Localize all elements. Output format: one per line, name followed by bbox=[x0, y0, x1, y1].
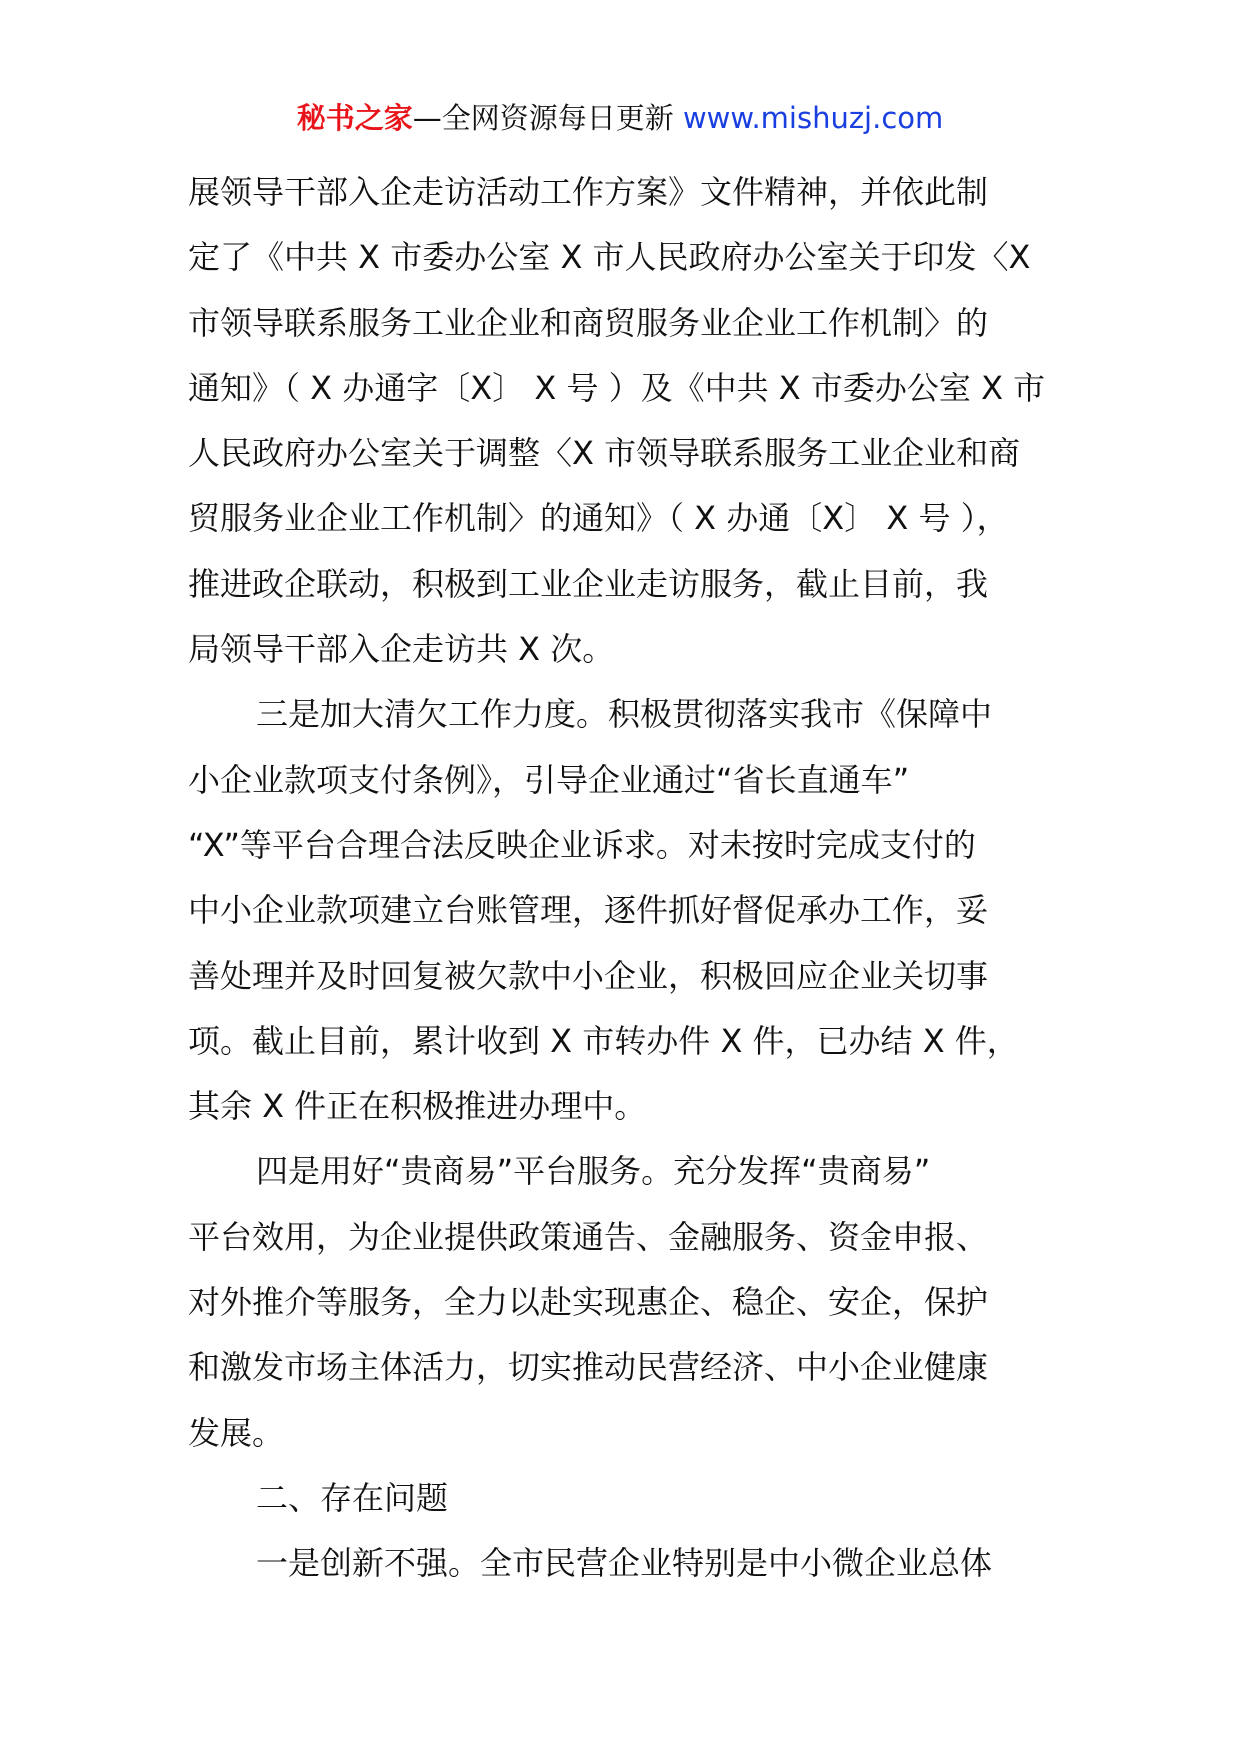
section-heading: 二、存在问题 bbox=[256, 1478, 449, 1517]
text-line: 和激发市场主体活力，切实推动民营经济、中小企业健康 bbox=[188, 1348, 989, 1387]
text-line: 推进政企联动，积极到工业企业走访服务，截止目前，我 bbox=[188, 564, 989, 603]
text-line: 市领导联系服务工业企业和商贸服务业企业工作机制〉的 bbox=[188, 303, 989, 342]
site-tagline: —全网资源每日更新 bbox=[412, 101, 674, 135]
paragraph-start-line: 三是加大清欠工作力度。积极贯彻落实我市《保障中 bbox=[256, 695, 993, 734]
site-url[interactable]: www.mishuzj.com bbox=[682, 101, 944, 135]
paragraph-start-line: 四是用好“贵商易”平台服务。充分发挥“贵商易” bbox=[256, 1152, 931, 1191]
text-line: 发展。 bbox=[188, 1413, 285, 1452]
text-line: 贸服务业企业工作机制〉的通知》（ X 办通〔X〕 X 号 ）， bbox=[188, 499, 1009, 538]
text-line: 对外推介等服务，全力以赴实现惠企、稳企、安企，保护 bbox=[188, 1283, 989, 1322]
text-line: 项。截止目前，累计收到 X 市转办件 X 件，已办结 X 件， bbox=[188, 1021, 1019, 1060]
document-body bbox=[188, 160, 1056, 1597]
paragraph-start-line: 一是创新不强。全市民营企业特别是中小微企业总体 bbox=[256, 1544, 993, 1583]
text-line: 局领导干部入企走访共 X 次。 bbox=[188, 630, 615, 669]
text-line: 平台效用，为企业提供政策通告、金融服务、资金申报、 bbox=[188, 1217, 989, 1256]
text-line: 其余 X 件正在积极推进办理中。 bbox=[188, 1087, 647, 1126]
text-line: 人民政府办公室关于调整〈X 市领导联系服务工业企业和商 bbox=[188, 434, 1021, 473]
text-line: 中小企业款项建立台账管理，逐件抓好督促承办工作，妥 bbox=[188, 891, 989, 930]
text-line: 展领导干部入企走访活动工作方案》文件精神，并依此制 bbox=[188, 173, 989, 211]
text-line: 善处理并及时回复被欠款中小企业，积极回应企业关切事 bbox=[188, 956, 989, 995]
text-line: 通知》（ X 办通字〔X〕 X 号 ）及《中共 X 市委办公室 X 市 bbox=[188, 368, 1046, 407]
site-watermark-header bbox=[0, 98, 1240, 138]
text-line: “X”等平台合理合法反映企业诉求。对未按时完成支付的 bbox=[188, 825, 976, 864]
text-line: 定了《中共 X 市委办公室 X 市人民政府办公室关于印发〈X bbox=[188, 238, 1031, 277]
text-line: 小企业款项支付条例》，引导企业通过“省长直通车” bbox=[188, 760, 910, 799]
site-brand: 秘书之家 bbox=[296, 101, 413, 135]
